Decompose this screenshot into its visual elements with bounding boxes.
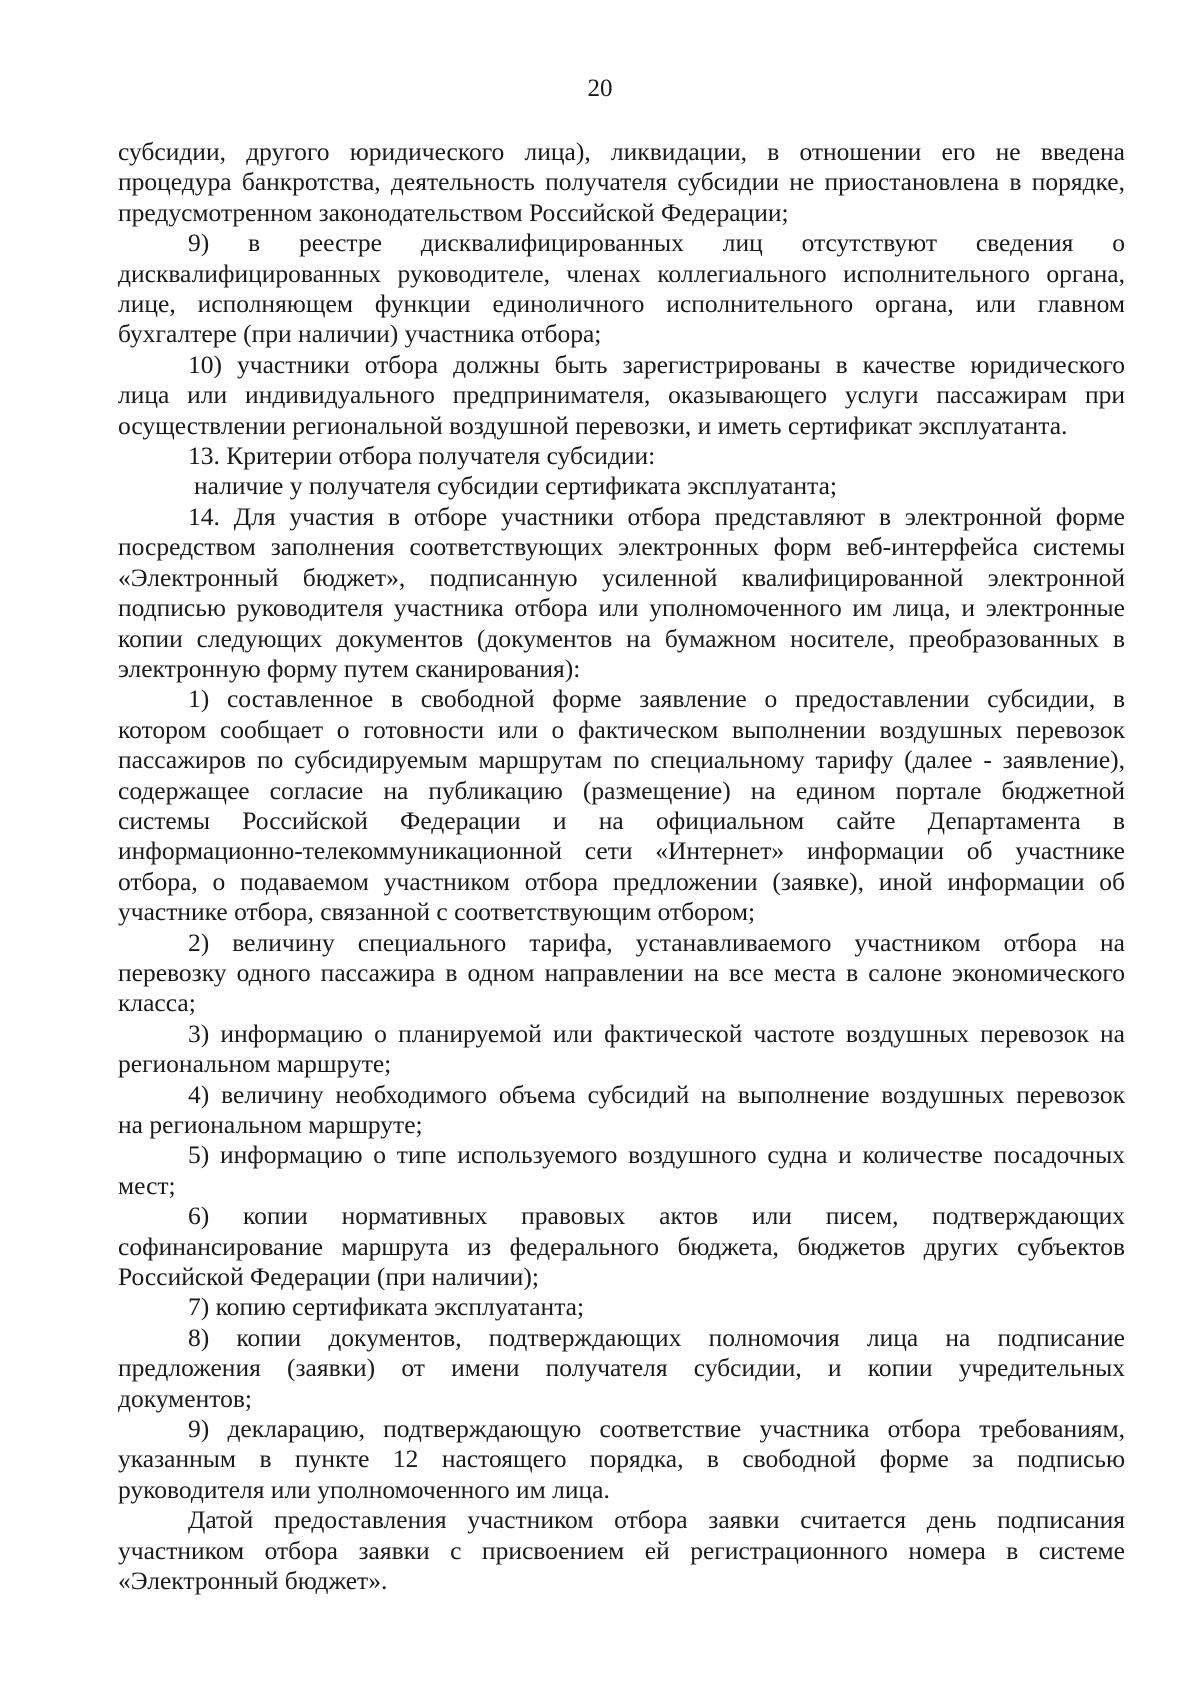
text-line: «Электронный бюджет». [118, 1566, 388, 1596]
text-line: 9) в реестре дисквалифицированных лиц отсутствуют сведения о [188, 228, 1125, 258]
text-line: лица или индивидуального предпринимателя, оказывающего услуги пассажирам при [118, 380, 1125, 410]
text-line: указанным в пункте 12 настоящего порядка, в свободной форме за подписью [118, 1444, 1125, 1474]
text-line: региональном маршруте; [118, 1049, 392, 1079]
text-line: 1) составленное в свободной форме заявление о предоставлении субсидии, в [188, 684, 1125, 714]
text-line: содержащее согласие на публикацию (размещение) на едином портале бюджетной [118, 775, 1125, 805]
text-line: 3) информацию о планируемой или фактической частоте воздушных перевозок на [188, 1018, 1125, 1048]
text-line: информационно-телекоммуникационной сети «Интернет» информации об участнике [118, 836, 1125, 866]
text-line: участнике отбора, связанной с соответствующим отбором; [118, 897, 756, 927]
text-line: участником отбора заявки с присвоением ей регистрационного номера в системе [118, 1535, 1125, 1565]
paragraph [118, 137, 1125, 228]
text-line: лице, исполняющем функции единоличного исполнительного органа, или главном [118, 289, 1125, 319]
text-line: руководителя или уполномоченного им лица. [118, 1474, 610, 1504]
text-line: процедура банкротства, деятельность получателя субсидии не приостановлена в порядке, [118, 167, 1125, 197]
paragraph [118, 1292, 1125, 1322]
text-line: предусмотренном законодательством Российской Федерации; [118, 197, 789, 227]
text-line: «Электронный бюджет», подписанную усиленной квалифицированной электронной [118, 562, 1125, 592]
text-line: подписью руководителя участника отбора или уполномоченного им лица, и электронные [118, 593, 1125, 623]
paragraph [118, 928, 1125, 1019]
text-line: осуществлении региональной воздушной перевозки, и иметь сертификат эксплуатанта. [118, 410, 1068, 440]
text-line: электронную форму путем сканирования): [118, 653, 581, 683]
text-line: 8) копии документов, подтверждающих полномочия лица на подписание [188, 1322, 1125, 1352]
text-line: копии следующих документов (документов на бумажном носителе, преобразованных в [118, 623, 1125, 653]
text-line: отбора, о подаваемом участником отбора предложении (заявке), иной информации об [118, 866, 1125, 896]
text-line: перевозку одного пассажира в одном направлении на все места в салоне экономического [118, 957, 1125, 987]
text-line: котором сообщает о готовности или о фактическом выполнении воздушных перевозок [118, 714, 1125, 744]
text-line: посредством заполнения соответствующих электронных форм веб-интерфейса системы [118, 532, 1125, 562]
paragraph [118, 1201, 1125, 1292]
text-line: 4) величину необходимого объема субсидий на выполнение воздушных перевозок [188, 1079, 1125, 1109]
paragraph [118, 1080, 1125, 1141]
text-line: 6) копии нормативных правовых актов или писем, подтверждающих [188, 1201, 1125, 1231]
paragraph [118, 1140, 1125, 1201]
paragraph [118, 1414, 1125, 1505]
text-line: мест; [118, 1170, 176, 1200]
text-line: на региональном маршруте; [118, 1110, 423, 1139]
text-line: Датой предоставления участником отбора заявки считается день подписания [188, 1505, 1125, 1535]
text-line: Российской Федерации (при наличии); [118, 1262, 540, 1292]
paragraph [118, 228, 1125, 350]
paragraph [118, 1323, 1125, 1414]
text-line: 14. Для участия в отборе участники отбора представляют в электронной форме [188, 501, 1125, 531]
text-line: софинансирование маршрута из федерального бюджета, бюджетов других субъектов [118, 1231, 1125, 1261]
text-line: 10) участники отбора должны быть зарегистрированы в качестве юридического [188, 349, 1125, 379]
paragraph [118, 441, 1125, 471]
paragraph [118, 684, 1125, 927]
text-line: 2) величину специального тарифа, устанавливаемого участником отбора на [188, 927, 1125, 957]
page-number: 20 [587, 75, 613, 102]
paragraph [118, 1019, 1125, 1080]
text-line: класса; [118, 988, 196, 1018]
text-line: 9) декларацию, подтверждающую соответствие участника отбора требованиям, [188, 1414, 1125, 1444]
text-line: предложения (заявки) от имени получателя субсидии, и копии учредительных [118, 1353, 1125, 1383]
text-line: 5) информацию о типе используемого воздушного судна и количестве посадочных [188, 1140, 1125, 1170]
text-line: документов; [118, 1383, 252, 1413]
text-line: наличие у получателя субсидии сертификата эксплуатанта; [194, 471, 838, 501]
text-line: субсидии, другого юридического лица), ликвидации, в отношении его не введена [118, 137, 1125, 166]
paragraph [118, 471, 1125, 501]
paragraph [118, 350, 1125, 441]
text-line: дисквалифицированных руководителе, членах коллегиального исполнительного органа, [118, 258, 1125, 288]
text-line: бухгалтере (при наличии) участника отбора; [118, 319, 602, 349]
text-line: системы Российской Федерации и на официальном сайте Департамента в [118, 805, 1125, 835]
document-body [118, 137, 1125, 1597]
paragraph [118, 1505, 1125, 1596]
text-line: 13. Критерии отбора получателя субсидии: [188, 441, 656, 471]
text-line: 7) копию сертификата эксплуатанта; [188, 1292, 585, 1322]
text-line: пассажиров по субсидируемым маршрутам по специальному тарифу (далее - заявление), [118, 745, 1125, 775]
paragraph [118, 502, 1125, 684]
